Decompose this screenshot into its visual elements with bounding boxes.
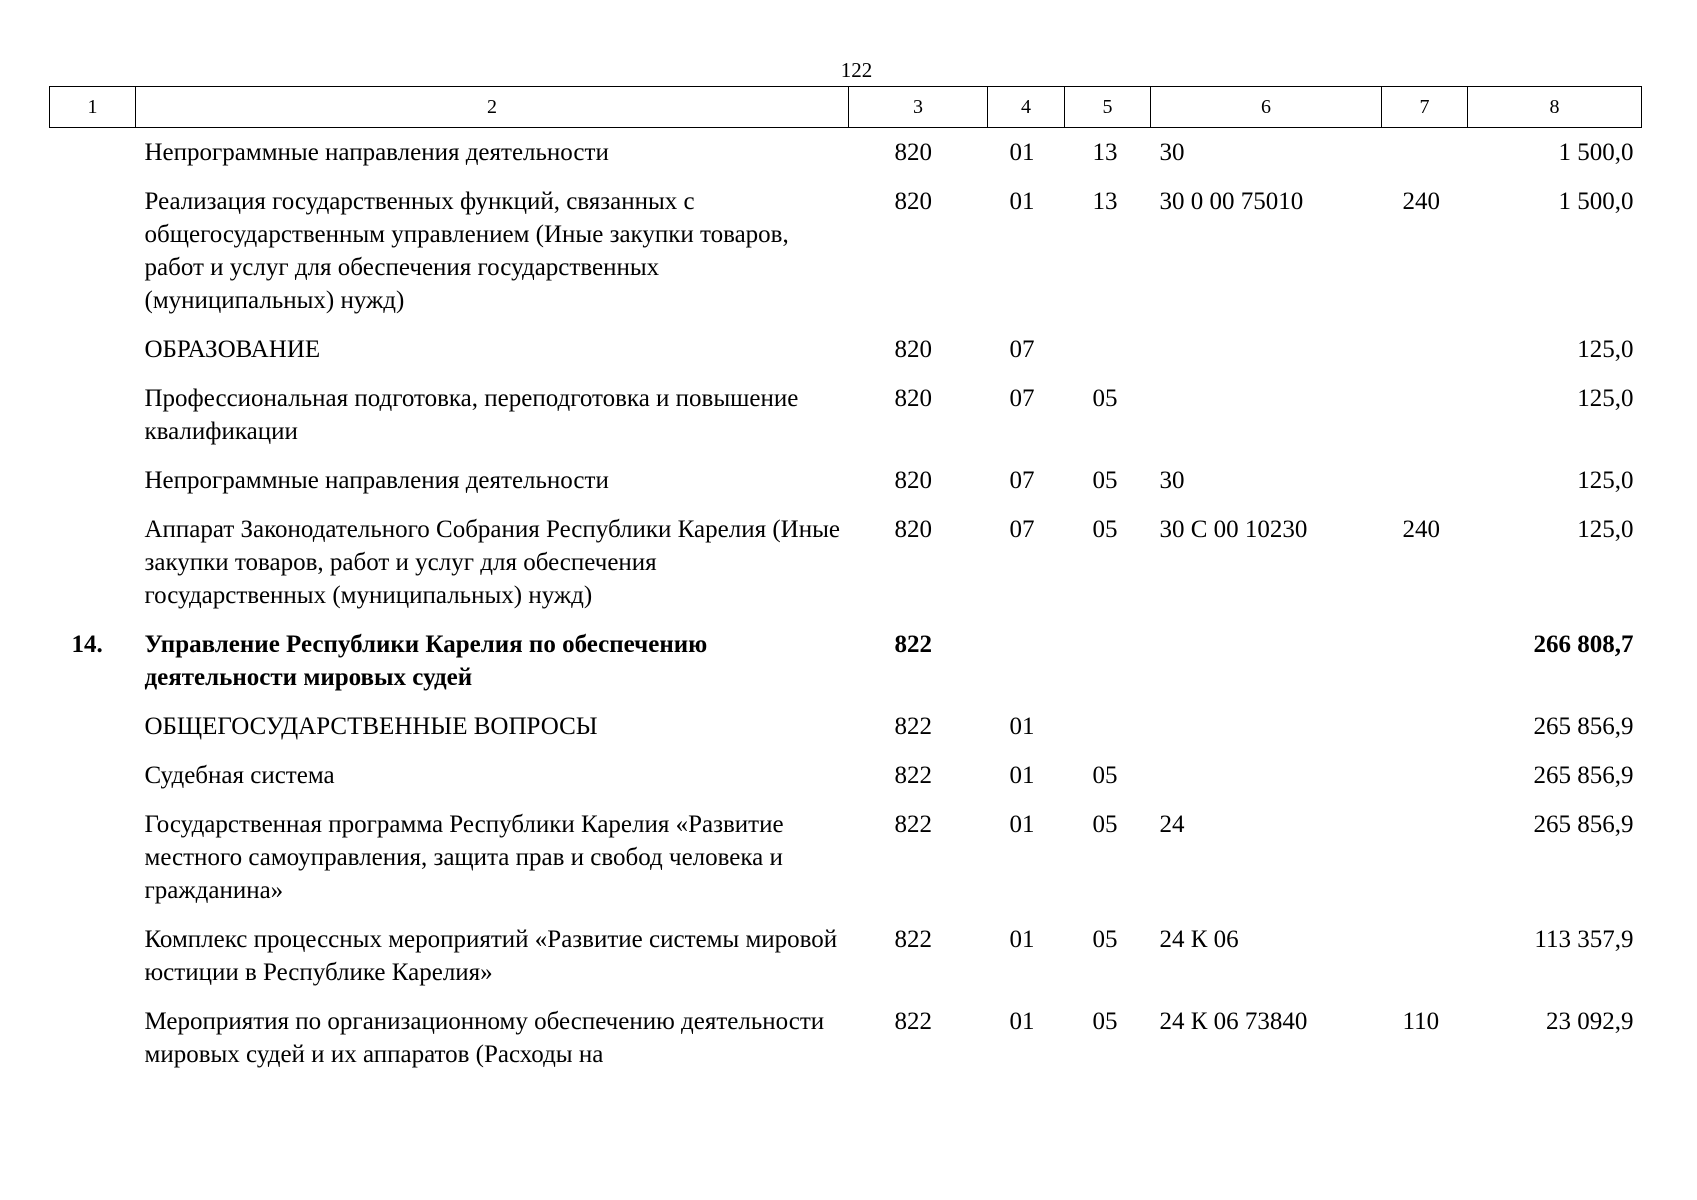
table-row — [50, 808, 1642, 923]
table-row — [50, 710, 1642, 759]
column-header-3: 3 — [849, 87, 988, 128]
table-row — [50, 759, 1642, 808]
row-number — [50, 464, 136, 513]
row-number — [50, 710, 136, 759]
column-header-1: 1 — [50, 87, 136, 128]
column-header-7: 7 — [1382, 87, 1468, 128]
table-row — [50, 382, 1642, 464]
cell-code-6: 24 К 06 — [1159, 926, 1239, 953]
row-name: Судебная система — [144, 762, 335, 789]
cell-code-3: 822 — [894, 811, 932, 838]
cell-code-7: 240 — [1402, 516, 1440, 543]
budget-table — [49, 86, 1642, 1087]
row-name: ОБЩЕГОСУДАРСТВЕННЫЕ ВОПРОСЫ — [144, 713, 598, 740]
cell-code-4: 01 — [1009, 713, 1035, 740]
cell-code-6: 30 — [1159, 467, 1185, 494]
cell-code-4: 07 — [1009, 336, 1035, 363]
page-number: 122 — [840, 58, 873, 82]
cell-code-7 — [1382, 710, 1468, 759]
cell-code-6 — [1151, 759, 1382, 808]
cell-code-6 — [1151, 382, 1382, 464]
cell-code-6 — [1151, 333, 1382, 382]
cell-code-3: 820 — [894, 467, 932, 494]
cell-code-6: 30 — [1159, 139, 1185, 166]
cell-code-5: 13 — [1092, 139, 1118, 166]
cell-code-6: 24 — [1159, 811, 1185, 838]
row-name: Профессиональная подготовка, переподготовка и повышение квалификации — [144, 385, 799, 445]
table-row — [50, 333, 1642, 382]
cell-code-4 — [988, 628, 1065, 710]
row-name: Реализация государственных функций, связанных с общегосударственным управлением (Иные закупки товаров, работ и услуг для обеспечения государственных (муниципальных) нужд) — [144, 188, 789, 314]
cell-code-7 — [1382, 628, 1468, 710]
column-header-4: 4 — [988, 87, 1065, 128]
cell-amount: 265 856,9 — [1533, 811, 1634, 838]
cell-code-4: 01 — [1009, 811, 1035, 838]
row-name: Комплекс процессных мероприятий «Развитие системы мировой юстиции в Республике Карелия» — [144, 926, 838, 986]
cell-amount: 1 500,0 — [1558, 188, 1634, 215]
cell-amount: 1 500,0 — [1558, 139, 1634, 166]
row-number — [50, 382, 136, 464]
row-number — [50, 128, 136, 186]
cell-code-7 — [1382, 808, 1468, 923]
cell-code-4: 01 — [1009, 926, 1035, 953]
cell-code-3: 822 — [894, 631, 932, 658]
row-name: Мероприятия по организационному обеспечению деятельности мировых судей и их аппаратов (Расходы на — [144, 1008, 825, 1068]
row-number — [50, 333, 136, 382]
cell-amount: 125,0 — [1577, 516, 1634, 543]
cell-code-4: 01 — [1009, 1008, 1035, 1035]
column-header-8: 8 — [1468, 87, 1642, 128]
table-header — [50, 87, 1642, 128]
column-header-6: 6 — [1151, 87, 1382, 128]
cell-code-4: 01 — [1009, 188, 1035, 215]
row-number — [50, 1005, 136, 1087]
row-name: Аппарат Законодательного Собрания Республики Карелия (Иные закупки товаров, работ и услуг для обеспечения государственных (муниципальных) нужд) — [144, 516, 840, 609]
cell-code-5: 05 — [1092, 1008, 1118, 1035]
row-number — [50, 759, 136, 808]
cell-amount: 113 357,9 — [1534, 926, 1634, 953]
table-row — [50, 464, 1642, 513]
row-name: ОБРАЗОВАНИЕ — [144, 336, 321, 363]
cell-code-4: 07 — [1009, 516, 1035, 543]
row-name: Непрограммные направления деятельности — [144, 139, 609, 166]
table-row — [50, 185, 1642, 333]
cell-code-7 — [1382, 382, 1468, 464]
cell-amount: 265 856,9 — [1533, 762, 1634, 789]
cell-code-5 — [1065, 628, 1151, 710]
header-row — [50, 87, 1642, 128]
cell-code-5: 05 — [1092, 926, 1118, 953]
cell-code-3: 820 — [894, 516, 932, 543]
cell-code-7 — [1382, 923, 1468, 1005]
row-number — [50, 185, 136, 333]
cell-code-3: 822 — [894, 1008, 932, 1035]
column-header-5: 5 — [1065, 87, 1151, 128]
cell-amount: 125,0 — [1577, 336, 1634, 363]
cell-amount: 125,0 — [1577, 385, 1634, 412]
cell-code-5: 05 — [1092, 385, 1118, 412]
row-number — [50, 923, 136, 1005]
cell-code-6: 30 0 00 75010 — [1159, 188, 1304, 215]
row-number: 14. — [71, 631, 103, 658]
cell-code-6: 24 К 06 73840 — [1159, 1008, 1308, 1035]
cell-amount: 23 092,9 — [1546, 1008, 1634, 1035]
row-number — [50, 513, 136, 628]
cell-code-5 — [1065, 333, 1151, 382]
cell-code-4: 01 — [1009, 139, 1035, 166]
cell-code-7 — [1382, 759, 1468, 808]
row-name: Управление Республики Карелия по обеспечению деятельности мировых судей — [144, 631, 708, 691]
cell-code-7: 110 — [1402, 1008, 1440, 1035]
cell-code-7 — [1382, 333, 1468, 382]
cell-code-7 — [1382, 464, 1468, 513]
cell-code-6: 30 С 00 10230 — [1159, 516, 1308, 543]
table-row — [50, 1005, 1642, 1087]
cell-code-6 — [1151, 710, 1382, 759]
cell-code-5: 13 — [1092, 188, 1118, 215]
cell-code-5: 05 — [1092, 811, 1118, 838]
row-number — [50, 808, 136, 923]
cell-code-4: 07 — [1009, 385, 1035, 412]
cell-code-7 — [1382, 128, 1468, 186]
row-name: Государственная программа Республики Карелия «Развитие местного самоуправления, защита прав и свобод человека и гражданина» — [144, 811, 784, 904]
table-row — [50, 628, 1642, 710]
cell-code-6 — [1151, 628, 1382, 710]
cell-code-5: 05 — [1092, 762, 1118, 789]
cell-code-3: 820 — [894, 139, 932, 166]
cell-amount: 266 808,7 — [1533, 631, 1634, 658]
cell-code-5: 05 — [1092, 516, 1118, 543]
cell-code-7: 240 — [1402, 188, 1440, 215]
cell-code-5: 05 — [1092, 467, 1118, 494]
cell-code-3: 820 — [894, 385, 932, 412]
column-header-2: 2 — [136, 87, 849, 128]
cell-code-3: 822 — [894, 713, 932, 740]
row-name: Непрограммные направления деятельности — [144, 467, 609, 494]
cell-code-4: 01 — [1009, 762, 1035, 789]
cell-code-3: 820 — [894, 336, 932, 363]
table-row — [50, 513, 1642, 628]
cell-code-4: 07 — [1009, 467, 1035, 494]
table-body — [50, 128, 1642, 1088]
cell-code-3: 822 — [894, 762, 932, 789]
table-row — [50, 923, 1642, 1005]
cell-amount: 125,0 — [1577, 467, 1634, 494]
cell-code-5 — [1065, 710, 1151, 759]
cell-code-3: 822 — [894, 926, 932, 953]
cell-amount: 265 856,9 — [1533, 713, 1634, 740]
cell-code-3: 820 — [894, 188, 932, 215]
table-row — [50, 128, 1642, 186]
